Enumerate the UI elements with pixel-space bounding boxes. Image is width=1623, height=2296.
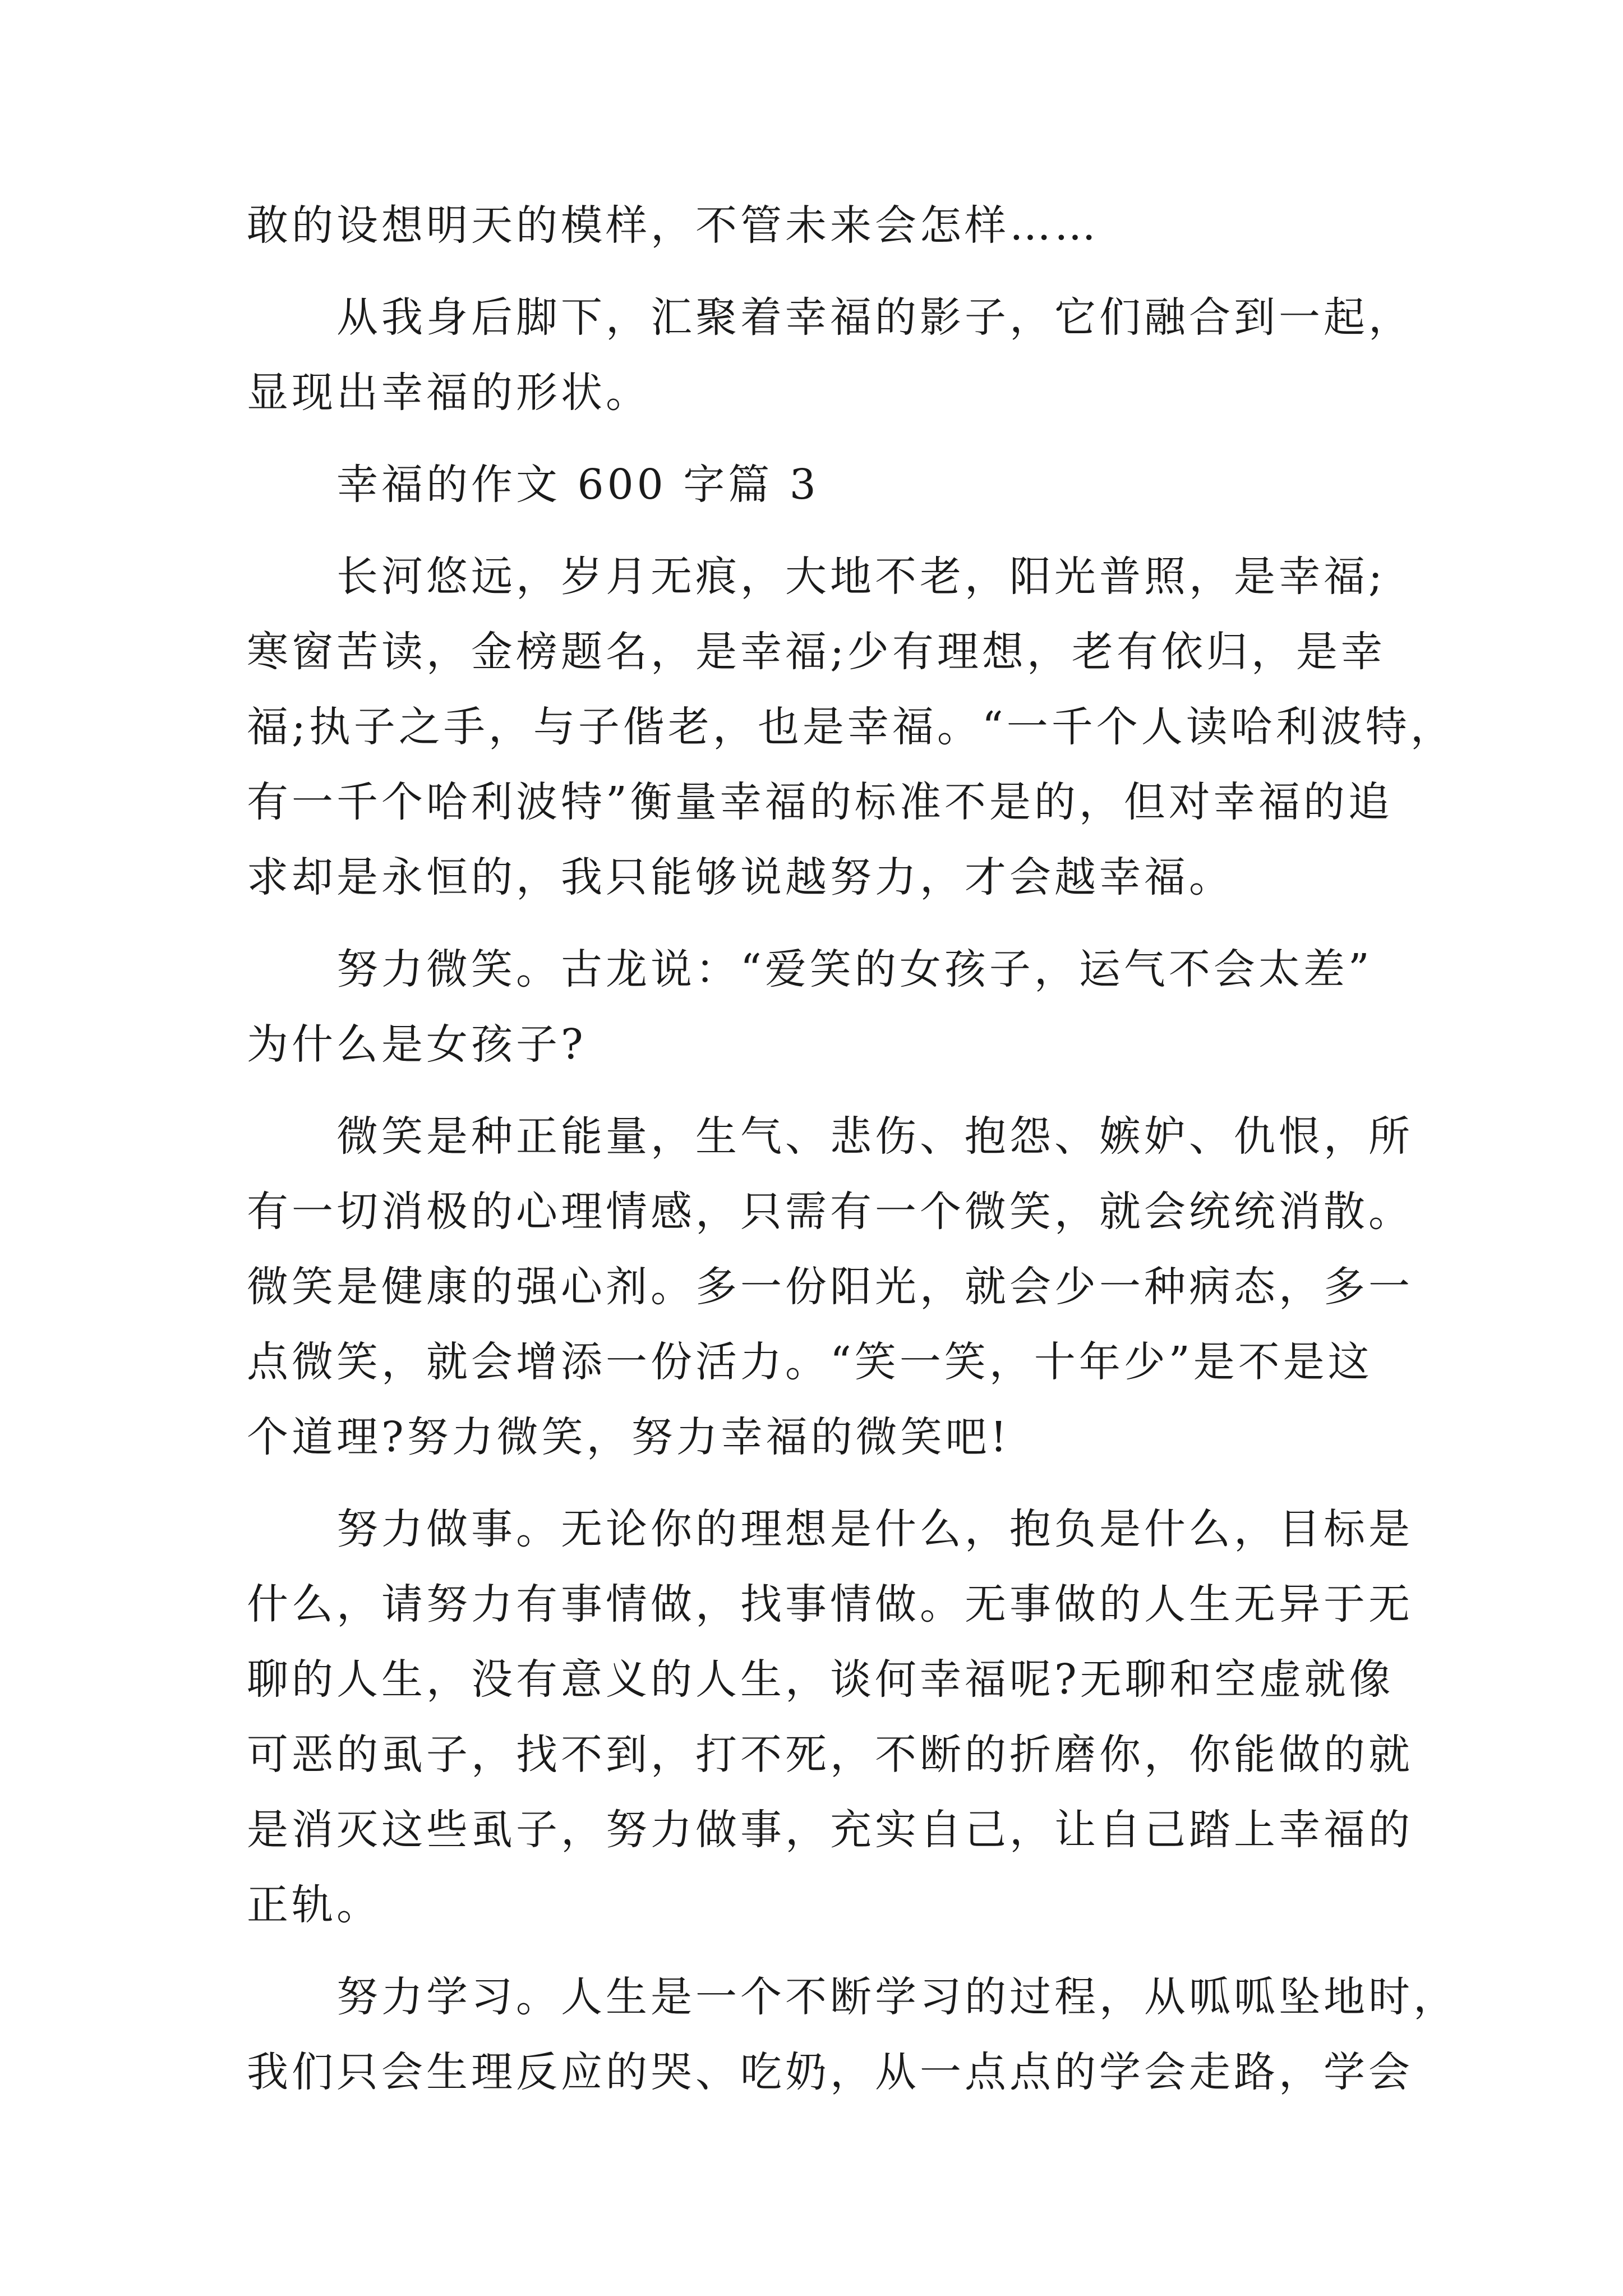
text-line: 显现出幸福的形状。 <box>247 369 651 417</box>
paragraph-gap <box>247 522 1382 539</box>
text-line: 求却是永恒的，我只能够说越努力，才会越幸福。 <box>247 853 1234 901</box>
text-line: 微笑是种正能量，生气、悲伤、抱怨、嫉妒、仇恨，所 <box>336 1112 1413 1161</box>
text-line: 寒窗苦读，金榜题名，是幸福;少有理想，老有依归，是幸 <box>247 628 1386 676</box>
text-line: 有一千个哈利波特”衡量幸福的标准不是的，但对幸福的追 <box>247 778 1393 826</box>
text-line: 我们只会生理反应的哭、吃奶，从一点点的学会走路，学会 <box>247 2048 1413 2096</box>
text-line: 有一切消极的心理情感，只需有一个微笑，就会统统消散。 <box>247 1188 1413 1236</box>
document-body <box>247 188 1458 2110</box>
text-line: 为什么是女孩子? <box>247 1020 587 1069</box>
text-line: 个道理?努力微笑，努力幸福的微笑吧! <box>247 1413 1011 1461</box>
paragraph-gap <box>247 1082 1382 1099</box>
text-line: 敢的设想明天的模样，不管未来会怎样…… <box>247 201 1099 250</box>
text-line: 努力学习。人生是一个不断学习的过程，从呱呱坠地时， <box>336 1973 1458 2021</box>
text-line: 正轨。 <box>247 1881 381 1929</box>
paragraph-gap <box>247 1943 1382 1959</box>
text-line: 可恶的虱子，找不到，打不死，不断的折磨你，你能做的就 <box>247 1731 1413 1779</box>
text-line: 点微笑，就会增添一份活力。“笑一笑，十年少”是不是这 <box>247 1338 1373 1386</box>
paragraph-gap <box>247 430 1382 447</box>
paragraph-gap <box>247 263 1382 280</box>
text-line: 努力微笑。古龙说：“爱笑的女孩子，运气不会太差” <box>336 945 1373 993</box>
text-line: 微笑是健康的强心剂。多一份阳光，就会少一种病态，多一 <box>247 1263 1413 1311</box>
text-line: 幸福的作文 600 字篇 3 <box>336 461 819 509</box>
text-line: 是消灭这些虱子，努力做事，充实自己，让自己踏上幸福的 <box>247 1806 1413 1854</box>
text-line: 什么，请努力有事情做，找事情做。无事做的人生无异于无 <box>247 1580 1413 1628</box>
text-line: 从我身后脚下，汇聚着幸福的影子，它们融合到一起， <box>336 293 1413 342</box>
paragraph-gap <box>247 915 1382 932</box>
text-line: 聊的人生，没有意义的人生，谈何幸福呢?无聊和空虚就像 <box>247 1655 1394 1704</box>
text-line: 福;执子之手，与子偕老，也是幸福。“一千个人读哈利波特， <box>247 703 1455 751</box>
paragraph-gap <box>247 1475 1382 1492</box>
text-line: 长河悠远，岁月无痕，大地不老，阳光普照，是幸福; <box>336 553 1386 601</box>
text-line: 努力做事。无论你的理想是什么，抱负是什么，目标是 <box>336 1505 1413 1553</box>
